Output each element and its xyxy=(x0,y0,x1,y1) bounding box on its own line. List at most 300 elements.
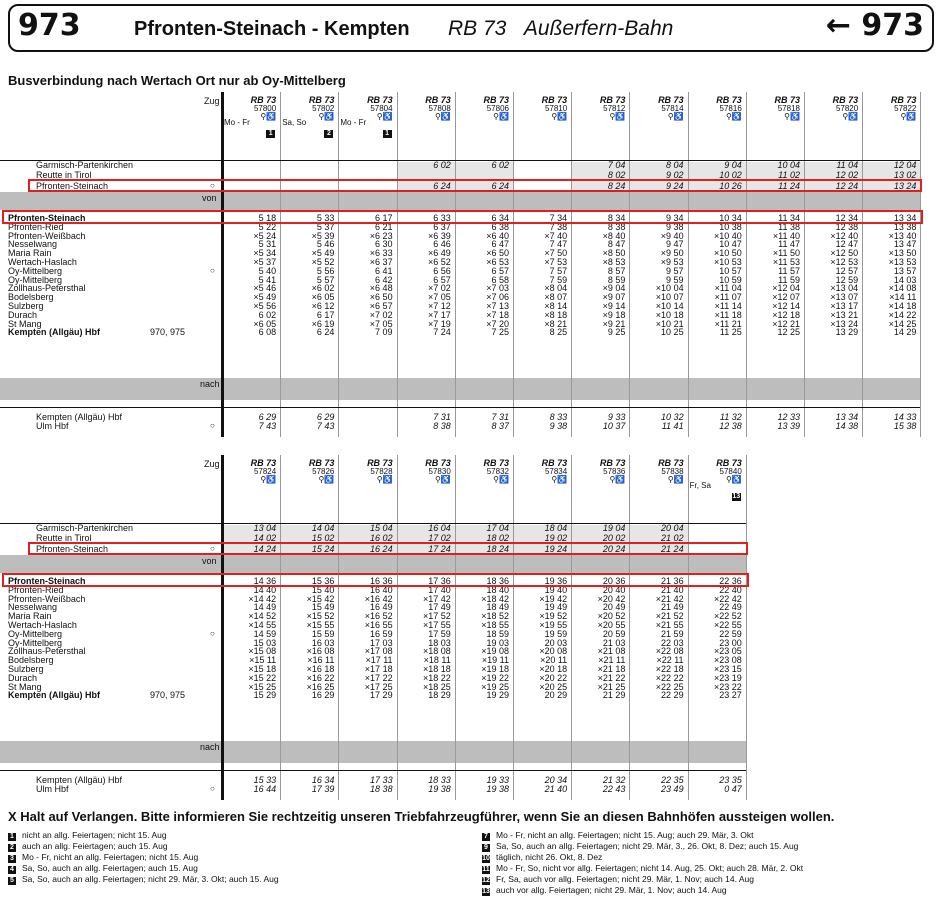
time-cell: 16 03 xyxy=(311,637,335,648)
time-cell: 7 04 xyxy=(607,160,626,170)
time-cell: 15 29 xyxy=(253,690,277,701)
time-cell: 5 37 xyxy=(316,221,335,232)
time-cell: 8 37 xyxy=(491,420,509,431)
time-cell: 9 25 xyxy=(607,327,626,338)
bike-wheelchair-icon: ⚲♿ xyxy=(725,475,742,484)
time-cell: 17 02 xyxy=(428,533,451,543)
time-cell: ×18 08 xyxy=(423,646,451,657)
time-cell: ×15 08 xyxy=(248,646,277,657)
time-cell: 6 46 xyxy=(433,239,451,250)
time-cell: 20 49 xyxy=(602,602,626,613)
time-cell: 7 47 xyxy=(549,239,568,250)
time-cell: ×7 17 xyxy=(428,309,451,320)
station-name: Pfronten-Steinach xyxy=(36,544,109,554)
time-cell: ×21 11 xyxy=(598,655,626,666)
time-cell: 23 27 xyxy=(719,690,742,701)
time-cell: 17 04 xyxy=(486,523,509,533)
time-cell: ×12 21 xyxy=(772,318,800,329)
time-cell: 8 25 xyxy=(549,327,568,338)
time-cell: ×22 11 xyxy=(656,655,684,666)
time-cell: 21 59 xyxy=(661,628,684,639)
time-cell: ×14 22 xyxy=(888,309,917,320)
time-cell: ×12 53 xyxy=(830,257,859,267)
time-cell: ×13 24 xyxy=(830,318,859,329)
time-cell: ×7 12 xyxy=(428,301,451,311)
time-cell: 12 02 xyxy=(835,170,859,180)
time-cell: 21 40 xyxy=(544,783,568,794)
bike-wheelchair-icon: ⚲♿ xyxy=(842,112,859,121)
time-cell: ×10 18 xyxy=(655,309,684,320)
train-line: RB 73 xyxy=(541,95,568,105)
time-cell: 15 03 xyxy=(253,637,277,648)
time-cell: 7 25 xyxy=(491,327,509,338)
time-cell: 6 47 xyxy=(491,239,509,250)
time-cell: ×14 52 xyxy=(248,611,277,622)
time-cell: ×15 25 xyxy=(248,681,277,692)
train-line: RB 73 xyxy=(483,458,509,468)
time-cell: ×13 40 xyxy=(888,230,917,241)
bike-wheelchair-icon: ⚲♿ xyxy=(376,112,393,121)
time-cell: ×16 08 xyxy=(306,646,335,657)
station-name: Pfronten-Steinach xyxy=(8,576,86,586)
time-cell: ×9 04 xyxy=(602,283,626,294)
time-cell: ×16 22 xyxy=(306,672,335,683)
note-badge: 9 xyxy=(482,844,490,852)
train-header xyxy=(631,459,683,484)
time-cell: ×17 22 xyxy=(364,672,393,683)
note-badge: 2 xyxy=(8,844,16,852)
time-cell: 11 38 xyxy=(778,221,800,232)
note-badge: 11 xyxy=(482,866,490,873)
time-cell: 16 34 xyxy=(311,775,335,785)
station-name: Oy-Mittelberg xyxy=(8,274,63,285)
train-line: RB 73 xyxy=(774,95,800,105)
time-cell: 10 32 xyxy=(661,412,684,422)
time-cell: 22 49 xyxy=(719,602,742,613)
label-von: von xyxy=(202,193,217,203)
train-line: RB 73 xyxy=(250,95,277,105)
train-line: RB 73 xyxy=(716,95,742,105)
station-name: Nesselwang xyxy=(8,239,58,250)
time-cell: 21 40 xyxy=(661,584,684,595)
time-cell: 19 59 xyxy=(544,628,568,639)
time-cell: ×6 37 xyxy=(369,257,393,267)
time-cell: ×12 04 xyxy=(772,283,800,294)
time-cell: 19 24 xyxy=(544,544,568,554)
note-text: täglich, nicht 26. Okt, 8. Dez xyxy=(496,852,603,862)
time-cell: ×10 14 xyxy=(655,301,684,311)
time-cell: 12 38 xyxy=(719,420,742,431)
time-cell: 5 40 xyxy=(258,265,277,276)
station-name: Durach xyxy=(8,672,38,683)
time-cell: ×10 04 xyxy=(655,283,684,294)
time-cell: ×7 20 xyxy=(486,318,509,329)
time-cell: 6 17 xyxy=(316,309,335,320)
time-cell: 16 29 xyxy=(311,690,335,701)
time-cell: 16 44 xyxy=(253,783,277,794)
time-cell: ×23 19 xyxy=(714,672,742,683)
time-cell: 8 02 xyxy=(607,170,626,180)
time-cell: ×23 22 xyxy=(714,681,742,692)
time-cell: ×14 08 xyxy=(888,283,917,294)
bike-wheelchair-icon: ⚲♿ xyxy=(318,475,335,484)
time-cell: 22 40 xyxy=(719,584,742,595)
note-badge: 7 xyxy=(482,833,490,841)
ring-icon: ○ xyxy=(210,181,215,190)
time-cell: 18 33 xyxy=(428,775,451,785)
time-cell: ×7 50 xyxy=(544,248,568,259)
time-cell: ×7 19 xyxy=(428,318,451,329)
time-cell: 19 40 xyxy=(544,584,568,595)
time-cell: 14 04 xyxy=(311,523,335,533)
station-name: Kempten (Allgäu) Hbf xyxy=(8,327,100,338)
time-cell: 15 36 xyxy=(311,576,335,586)
note-row xyxy=(482,841,798,852)
time-cell: 17 03 xyxy=(370,637,393,648)
time-cell: 8 04 xyxy=(666,160,684,170)
time-cell: ×6 12 xyxy=(311,301,335,311)
station-name: Kempten (Allgäu) Hbf xyxy=(36,775,123,785)
time-cell: ×9 50 xyxy=(660,248,684,259)
train-header xyxy=(690,96,742,121)
time-cell: 18 36 xyxy=(486,576,509,586)
note-text: Mo - Fr, nicht an allg. Feiertagen; nicht 15. Aug; auch 29. Mär, 3. Okt xyxy=(496,830,754,840)
time-cell: ×9 07 xyxy=(602,292,626,303)
time-cell: 22 59 xyxy=(719,628,742,639)
time-cell: 20 36 xyxy=(602,576,626,586)
time-cell: ×16 18 xyxy=(306,664,335,674)
time-cell: 16 36 xyxy=(370,576,393,586)
note-row xyxy=(8,874,279,885)
highlight-box xyxy=(2,573,749,587)
time-cell: ×21 52 xyxy=(655,611,684,622)
highlight-box xyxy=(28,179,922,192)
train-number: 57802 xyxy=(312,104,335,113)
rule xyxy=(0,770,746,771)
time-cell: ×14 42 xyxy=(248,593,277,604)
time-cell: ×20 08 xyxy=(539,646,568,657)
time-cell: 5 18 xyxy=(258,213,277,223)
time-cell: ×7 13 xyxy=(486,301,509,311)
station-name: Maria Rain xyxy=(8,611,52,622)
time-cell: 17 36 xyxy=(428,576,451,586)
note-text: Sa, So, auch an allg. Feiertagen; nicht 29. Mär, 3., 26. Okt, 8. Dez; auch 15. Aug xyxy=(496,841,799,851)
time-cell: ×19 52 xyxy=(539,611,568,622)
time-cell: 6 57 xyxy=(433,274,451,285)
time-cell: ×19 22 xyxy=(481,672,509,683)
time-cell: 17 49 xyxy=(428,602,451,613)
bike-wheelchair-icon: ⚲♿ xyxy=(609,475,626,484)
time-cell: ×7 05 xyxy=(428,292,451,303)
time-cell: 8 57 xyxy=(607,265,626,276)
station-name: Reutte in Tirol xyxy=(36,170,92,180)
time-cell: ×21 18 xyxy=(597,664,626,674)
note-row xyxy=(8,852,198,863)
time-cell: 14 29 xyxy=(893,327,917,338)
time-cell: 6 38 xyxy=(491,221,509,232)
time-cell: 6 57 xyxy=(491,265,509,276)
time-cell: 6 29 xyxy=(316,412,335,422)
train-note-badge: 2 xyxy=(324,130,333,138)
time-cell: 13 47 xyxy=(893,239,917,250)
time-cell: ×16 25 xyxy=(306,681,335,692)
time-cell: 8 59 xyxy=(607,274,626,285)
time-cell: 17 24 xyxy=(428,544,451,554)
train-number: 57838 xyxy=(661,467,684,476)
train-number: 57826 xyxy=(312,467,335,476)
time-cell: 13 34 xyxy=(835,412,859,422)
station-name: Pfronten-Weißbach xyxy=(8,230,86,241)
time-cell: 7 31 xyxy=(433,412,451,422)
time-cell: 18 03 xyxy=(428,637,451,648)
time-cell: ×21 08 xyxy=(597,646,626,657)
train-days: Sa, So xyxy=(282,118,307,127)
ring-icon: ○ xyxy=(210,265,215,275)
time-cell: 20 29 xyxy=(544,690,568,701)
time-cell: ×6 40 xyxy=(486,230,509,241)
time-cell: ×16 52 xyxy=(364,611,393,622)
time-cell: 7 57 xyxy=(549,265,568,276)
time-cell: ×6 39 xyxy=(428,230,451,241)
train-number: 57824 xyxy=(253,467,277,476)
time-cell: ×9 21 xyxy=(602,318,626,329)
station-name: Sulzberg xyxy=(8,301,44,311)
time-cell: ×5 46 xyxy=(253,283,277,294)
label-nach: nach xyxy=(200,379,220,389)
train-header xyxy=(515,459,567,484)
time-cell: ×13 04 xyxy=(830,283,859,294)
time-cell: ×7 53 xyxy=(544,257,568,267)
time-cell: 13 04 xyxy=(253,523,277,533)
train-header xyxy=(748,96,800,121)
time-cell: 22 35 xyxy=(661,775,684,785)
train-header xyxy=(399,459,451,484)
time-cell: 7 24 xyxy=(433,327,451,338)
time-cell: 16 24 xyxy=(370,544,393,554)
time-cell: ×8 04 xyxy=(544,283,568,294)
time-cell: 23 35 xyxy=(719,775,742,785)
time-cell: 15 59 xyxy=(311,628,335,639)
time-cell: 17 39 xyxy=(311,783,335,794)
time-cell: 15 38 xyxy=(893,420,917,431)
time-cell: 19 49 xyxy=(544,602,568,613)
train-line: RB 73 xyxy=(599,95,626,105)
bike-wheelchair-icon: ⚲♿ xyxy=(667,112,684,121)
time-cell: 14 40 xyxy=(253,584,277,595)
time-cell: ×18 25 xyxy=(423,681,451,692)
time-cell: 19 38 xyxy=(428,783,451,794)
time-cell: 11 59 xyxy=(778,274,800,285)
time-cell: ×13 07 xyxy=(830,292,859,303)
bike-wheelchair-icon: ⚲♿ xyxy=(376,475,393,484)
time-cell: ×17 25 xyxy=(364,681,393,692)
time-cell: ×10 40 xyxy=(714,230,742,241)
train-number: 57808 xyxy=(428,104,451,113)
time-cell: 10 57 xyxy=(719,265,742,276)
time-cell: 12 04 xyxy=(893,160,917,170)
bike-wheelchair-icon: ⚲♿ xyxy=(493,112,509,121)
time-cell: 6 41 xyxy=(375,265,393,276)
route-number-right: ← 973 xyxy=(825,8,924,43)
time-cell: 15 02 xyxy=(311,533,335,543)
train-line: RB 73 xyxy=(890,95,917,105)
time-cell: 18 04 xyxy=(544,523,568,533)
train-note-badge: 1 xyxy=(266,130,275,138)
time-cell: 13 38 xyxy=(893,221,917,232)
time-cell: ×11 04 xyxy=(714,283,742,294)
time-cell: ×20 25 xyxy=(539,681,568,692)
time-cell: ×11 14 xyxy=(714,301,742,311)
train-line: RB 73 xyxy=(658,95,684,105)
time-cell: 12 34 xyxy=(835,213,859,223)
time-cell: 21 24 xyxy=(661,544,684,554)
time-cell: 21 32 xyxy=(602,775,626,785)
time-cell: 20 03 xyxy=(544,637,568,648)
time-cell: 8 47 xyxy=(607,239,626,250)
time-cell: ×20 42 xyxy=(597,593,626,604)
time-cell: ×5 34 xyxy=(253,248,277,259)
train-number: 57820 xyxy=(835,104,859,113)
train-number: 57812 xyxy=(603,104,626,113)
time-cell: 19 02 xyxy=(544,533,568,543)
time-cell: 5 57 xyxy=(316,274,335,285)
time-cell: 7 43 xyxy=(316,420,335,431)
time-cell: 8 33 xyxy=(549,412,568,422)
train-line: RB 73 xyxy=(308,95,335,105)
time-cell: ×17 08 xyxy=(364,646,393,657)
time-cell: 6 58 xyxy=(491,274,509,285)
time-cell: ×18 22 xyxy=(423,672,451,683)
bike-wheelchair-icon: ⚲♿ xyxy=(551,475,568,484)
time-cell: ×8 18 xyxy=(544,309,568,320)
time-cell: 5 31 xyxy=(258,239,277,250)
time-cell: ×9 40 xyxy=(660,230,684,241)
time-cell: 9 57 xyxy=(666,265,684,276)
time-cell: 9 38 xyxy=(666,221,684,232)
time-cell: ×11 18 xyxy=(714,309,742,320)
note-badge: 1 xyxy=(8,833,16,841)
ring-icon: ○ xyxy=(210,628,215,638)
time-cell: 16 49 xyxy=(370,602,393,613)
time-cell: 6 34 xyxy=(491,213,509,223)
time-cell: ×14 18 xyxy=(888,301,917,311)
time-cell: 20 02 xyxy=(602,533,626,543)
ring-icon: ○ xyxy=(210,544,215,553)
station-name: Maria Rain xyxy=(8,248,52,259)
note-badge: 3 xyxy=(8,855,16,863)
time-cell: 18 40 xyxy=(486,584,509,595)
train-number: 57806 xyxy=(486,104,509,113)
note-text: auch vor allg. Feiertagen; nicht 29. Mär, 1. Nov; auch 14. Aug xyxy=(496,885,727,895)
time-cell: ×23 15 xyxy=(714,664,742,674)
station-name: Sulzberg xyxy=(8,664,44,674)
time-cell: ×8 40 xyxy=(602,230,626,241)
train-header xyxy=(631,96,683,121)
km-reference: 970, 975 xyxy=(150,327,186,338)
time-cell: 12 25 xyxy=(777,327,800,338)
time-cell: 16 59 xyxy=(370,628,393,639)
time-cell: 8 38 xyxy=(607,221,626,232)
station-name: St Mang xyxy=(8,318,42,329)
time-cell: ×9 53 xyxy=(660,257,684,267)
station-name: Pfronten-Steinach xyxy=(36,181,109,191)
time-cell: ×18 11 xyxy=(423,655,451,666)
time-cell: ×7 06 xyxy=(486,292,509,303)
time-cell: ×14 25 xyxy=(888,318,917,329)
train-days: Fr, Sa xyxy=(689,481,711,490)
time-cell: 6 33 xyxy=(433,213,451,223)
time-cell: ×22 52 xyxy=(714,611,742,622)
train-line: RB 73 xyxy=(716,458,742,468)
time-cell: 8 34 xyxy=(607,213,626,223)
train-header xyxy=(224,459,276,484)
station-name: Kempten (Allgäu) Hbf xyxy=(8,690,100,701)
time-cell: ×11 50 xyxy=(772,248,800,259)
label-nach: nach xyxy=(200,742,220,752)
time-cell: 16 40 xyxy=(370,584,393,595)
train-header xyxy=(515,96,567,121)
train-line: RB 73 xyxy=(541,458,568,468)
subtitle: Busverbindung nach Wertach Ort nur ab Oy-Mittelberg xyxy=(8,73,346,88)
time-cell: 11 32 xyxy=(719,412,742,422)
station-name: Nesselwang xyxy=(8,602,58,613)
time-cell: ×6 05 xyxy=(253,318,277,329)
time-cell: 22 36 xyxy=(719,576,742,586)
time-cell: 15 49 xyxy=(311,602,335,613)
time-cell: ×16 55 xyxy=(364,620,393,630)
time-cell: 14 59 xyxy=(253,628,277,639)
station-name: Pfronten-Weißbach xyxy=(8,593,86,604)
time-cell: ×19 55 xyxy=(539,620,568,630)
train-note-badge: 13 xyxy=(732,493,741,500)
time-cell: 18 24 xyxy=(486,544,509,554)
bike-wheelchair-icon: ⚲♿ xyxy=(260,475,277,484)
von-bar xyxy=(0,192,920,210)
time-cell: ×7 02 xyxy=(369,309,393,320)
bike-wheelchair-icon: ⚲♿ xyxy=(318,112,335,121)
train-line: RB 73 xyxy=(658,458,684,468)
time-cell: ×12 18 xyxy=(772,309,800,320)
time-cell: ×14 55 xyxy=(248,620,277,630)
time-cell: ×7 03 xyxy=(486,283,509,294)
time-cell: 14 24 xyxy=(253,544,277,554)
time-cell: ×8 50 xyxy=(602,248,626,259)
time-cell: 19 33 xyxy=(486,775,509,785)
time-cell: ×10 21 xyxy=(655,318,684,329)
note-text: Sa, So, auch an allg. Feiertagen; nicht 29. Mär, 3. Okt; auch 15. Aug xyxy=(22,874,279,884)
station-name: Durach xyxy=(8,309,38,320)
train-number: 57834 xyxy=(544,467,568,476)
time-cell: 15 40 xyxy=(311,584,335,595)
time-cell: 13 24 xyxy=(893,181,917,191)
note-text: Mo - Fr, nicht an allg. Feiertagen; nicht 15. Aug xyxy=(22,852,199,862)
bike-wheelchair-icon: ⚲♿ xyxy=(434,112,451,121)
time-cell: ×7 40 xyxy=(544,230,568,241)
time-cell: 7 38 xyxy=(549,221,568,232)
time-cell: ×6 02 xyxy=(311,283,335,294)
time-cell: 14 03 xyxy=(893,274,917,285)
time-cell: ×15 52 xyxy=(306,611,335,622)
station-name: Oy-Mittelberg xyxy=(8,637,63,648)
note-row xyxy=(482,885,727,896)
time-cell: ×9 18 xyxy=(602,309,626,320)
station-name: Bodelsberg xyxy=(8,655,54,666)
time-cell: 11 34 xyxy=(778,213,800,223)
note-row xyxy=(8,863,198,874)
train-header xyxy=(457,96,509,121)
time-cell: 10 47 xyxy=(719,239,742,250)
time-cell: ×13 21 xyxy=(830,309,859,320)
